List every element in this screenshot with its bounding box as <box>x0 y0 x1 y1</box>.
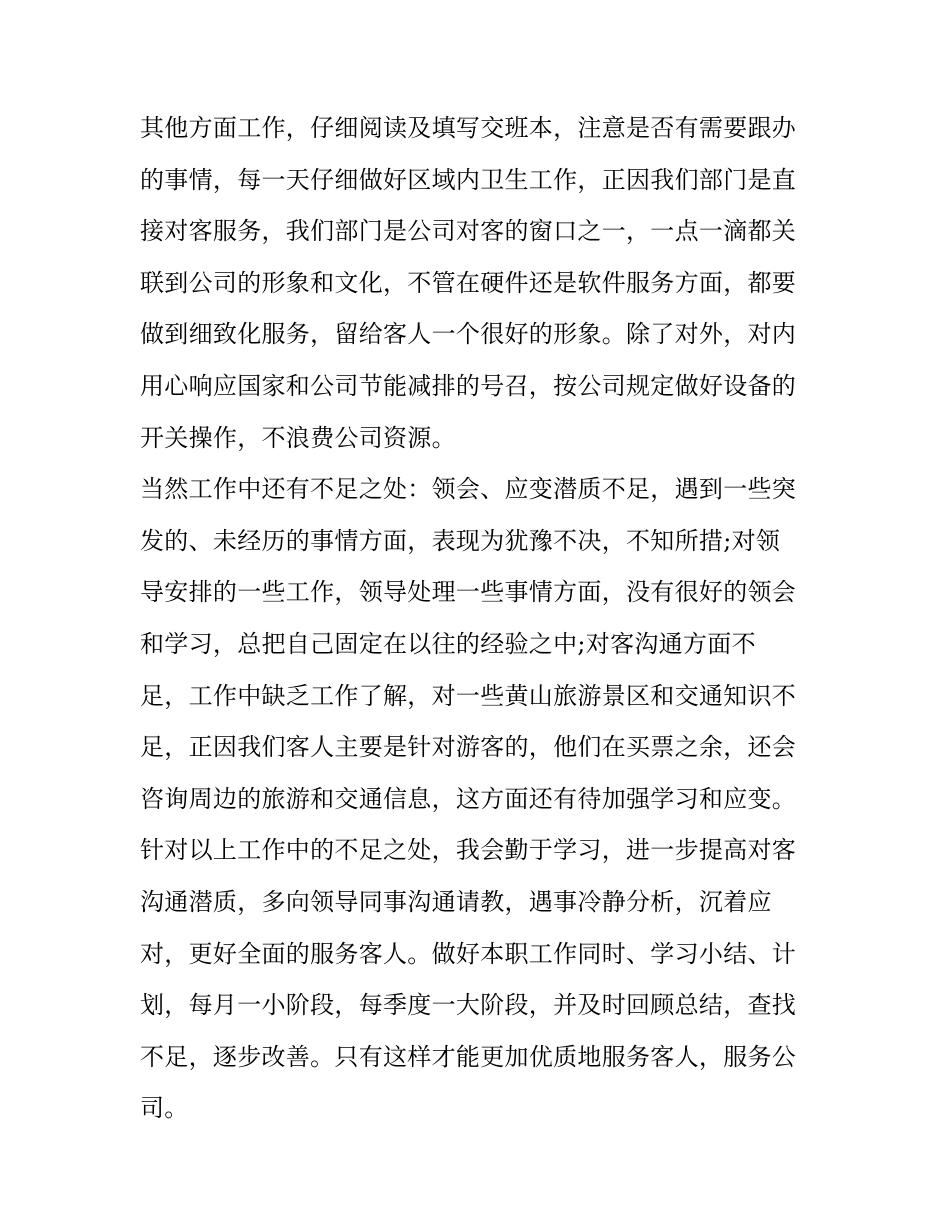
text-line: 的事情，每一天仔细做好区域内卫生工作，正因我们部门是直 <box>140 165 797 194</box>
body-text <box>140 103 830 1135</box>
text-line: 针对以上工作中的不足之处，我会勤于学习，进一步提高对客 <box>140 836 797 865</box>
text-line: 用心响应国家和公司节能减排的号召，按公司规定做好设备的 <box>140 371 797 400</box>
text-line: 做到细致化服务，留给客人一个很好的形象。除了对外，对内 <box>140 320 797 349</box>
text-line: 咨询周边的旅游和交通信息，这方面还有待加强学习和应变。 <box>140 784 797 813</box>
text-line: 开关操作，不浪费公司资源。 <box>140 423 456 452</box>
text-line: 足，正因我们客人主要是针对游客的，他们在买票之余，还会 <box>140 733 797 762</box>
text-line: 司。 <box>140 1094 189 1123</box>
text-line: 对，更好全面的服务客人。做好本职工作同时、学习小结、计 <box>140 939 797 968</box>
text-line: 沟通潜质，多向领导同事沟通请教，遇事冷静分析，沉着应 <box>140 887 772 916</box>
text-line: 发的、未经历的事情方面，表现为犹豫不决，不知所措;对领 <box>140 526 781 555</box>
text-line: 其他方面工作，仔细阅读及填写交班本，注意是否有需要跟办 <box>140 114 797 142</box>
text-line: 不足，逐步改善。只有这样才能更加优质地服务客人，服务公 <box>140 1042 797 1071</box>
text-line: 当然工作中还有不足之处：领会、应变潜质不足，遇到一些突 <box>140 475 797 504</box>
text-line: 划，每月一小阶段，每季度一大阶段，并及时回顾总结，查找 <box>140 991 797 1020</box>
text-line: 和学习，总把自己固定在以往的经验之中;对客沟通方面不 <box>140 629 756 658</box>
text-line: 导安排的一些工作，领导处理一些事情方面，没有很好的领会 <box>140 578 797 607</box>
text-line: 接对客服务，我们部门是公司对客的窗口之一，一点一滴都关 <box>140 217 797 246</box>
text-line: 足，工作中缺乏工作了解，对一些黄山旅游景区和交通知识不 <box>140 681 797 710</box>
text-line: 联到公司的形象和文化，不管在硬件还是软件服务方面，都要 <box>140 268 797 297</box>
